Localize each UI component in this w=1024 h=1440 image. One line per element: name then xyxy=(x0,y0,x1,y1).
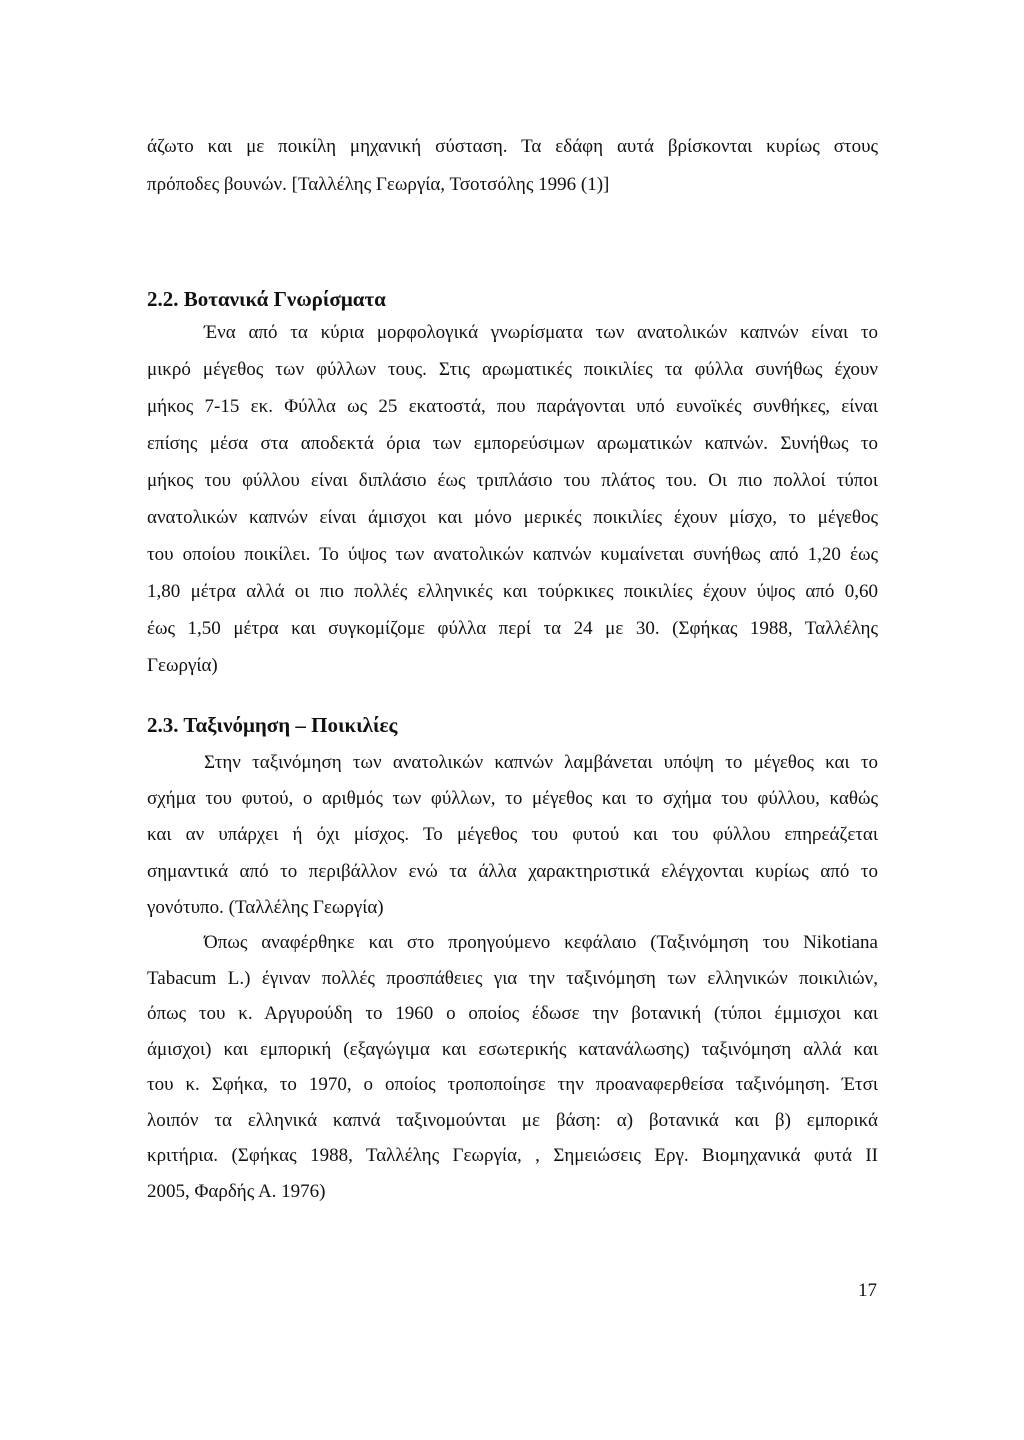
body-text-line: σχήμα του φυτού, ο αριθμός των φύλλων, το μέγεθος και το σχήμα του φύλλου, καθώς xyxy=(147,788,878,809)
body-text-line: επίσης μέσα στα αποδεκτά όρια των εμπορεύσιμων αρωματικών καπνών. Συνήθως το xyxy=(147,433,878,454)
body-text-line: ανατολικών καπνών είναι άμισχοι και μόνο μερικές ποικιλίες έχουν μίσχο, το μέγεθος xyxy=(147,507,878,528)
body-text-line: μήκος του φύλλου είναι διπλάσιο έως τριπλάσιο του πλάτος του. Οι πιο πολλοί τύποι xyxy=(147,470,878,491)
section-heading-2-3: 2.3. Ταξινόμηση – Ποικιλίες xyxy=(147,713,398,737)
body-text-line: σημαντικά από το περιβάλλον ενώ τα άλλα χαρακτηριστικά ελέγχονται κυρίως από το xyxy=(147,861,878,882)
body-text-line: μικρό μέγεθος των φύλλων τους. Στις αρωματικές ποικιλίες τα φύλλα συνήθως έχουν xyxy=(147,359,878,380)
body-text-line: του οποίου ποικίλει. Το ύψος των ανατολικών καπνών κυμαίνεται συνήθως από 1,20 έως xyxy=(147,544,878,565)
body-text-line: Γεωργία) xyxy=(147,655,218,676)
body-text-line: Στην ταξινόμηση των ανατολικών καπνών λαμβάνεται υπόψη το μέγεθος και το xyxy=(204,752,878,773)
body-text-line: άμισχοι) και εμπορική (εξαγώγιμα και εσωτερικής κατανάλωσης) ταξινόμηση αλλά και xyxy=(147,1039,878,1060)
body-text-line: μήκος 7-15 εκ. Φύλλα ως 25 εκατοστά, που παράγονται υπό ευνοϊκές συνθήκες, είναι xyxy=(147,396,878,417)
body-text-line: του κ. Σφήκα, το 1970, ο οποίος τροποποίησε την προαναφερθείσα ταξινόμηση. Έτσι xyxy=(147,1074,878,1095)
body-text-line: γονότυπο. (Ταλλέλης Γεωργία) xyxy=(147,897,384,918)
body-text-line: Ένα από τα κύρια μορφολογικά γνωρίσματα των ανατολικών καπνών είναι το xyxy=(204,322,878,343)
body-text-line: πρόποδες βουνών. [Ταλλέλης Γεωργία, Τσοτσόλης 1996 (1)] xyxy=(147,174,610,195)
body-text-line: όπως του κ. Αργυρούδη το 1960 ο οποίος έδωσε την βοτανική (τύποι έμμισχοι και xyxy=(147,1003,878,1024)
body-text-line: Tabacum L.) έγιναν πολλές προσπάθειες για την ταξινόμηση των ελληνικών ποικιλιών, xyxy=(147,968,878,989)
body-text-line: 1,80 μέτρα αλλά οι πιο πολλές ελληνικές και τούρκικες ποικιλίες έχουν ύψος από 0,60 xyxy=(147,581,878,602)
body-text-line: άζωτο και με ποικίλη μηχανική σύσταση. Τα εδάφη αυτά βρίσκονται κυρίως στους xyxy=(147,136,878,157)
body-text-line: λοιπόν τα ελληνικά καπνά ταξινομούνται με βάση: α) βοτανικά και β) εμπορικά xyxy=(147,1110,878,1131)
page-number: 17 xyxy=(858,1280,877,1301)
body-text-line: έως 1,50 μέτρα και συγκομίζομε φύλλα περί τα 24 με 30. (Σφήκας 1988, Ταλλέλης xyxy=(147,618,878,639)
body-text-line: 2005, Φαρδής Α. 1976) xyxy=(147,1181,326,1202)
body-text-line: και αν υπάρχει ή όχι μίσχος. Το μέγεθος του φυτού και του φύλλου επηρεάζεται xyxy=(147,824,878,845)
body-text-line: Όπως αναφέρθηκε και στο προηγούμενο κεφάλαιο (Ταξινόμηση του Nikotiana xyxy=(204,932,878,953)
section-heading-2-2: 2.2. Βοτανικά Γνωρίσματα xyxy=(147,287,386,311)
body-text-line: κριτήρια. (Σφήκας 1988, Ταλλέλης Γεωργία, , Σημειώσεις Εργ. Βιομηχανικά φυτά ΙΙ xyxy=(147,1145,878,1166)
